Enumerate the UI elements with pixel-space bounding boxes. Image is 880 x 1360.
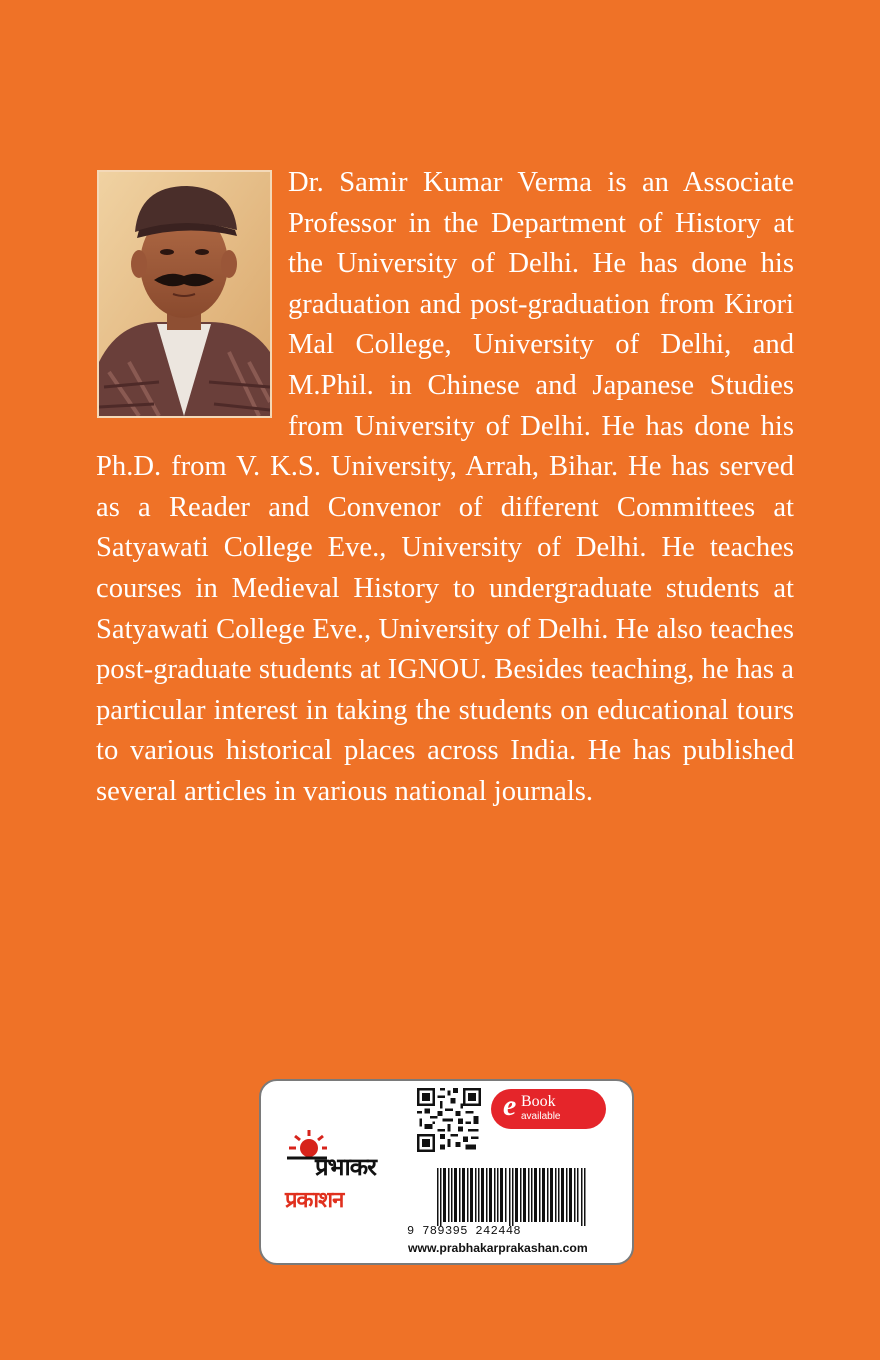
- ebook-label: Book: [521, 1093, 556, 1110]
- publisher-website: www.prabhakarprakashan.com: [408, 1241, 588, 1255]
- qr-code-icon: [417, 1088, 481, 1152]
- author-bio-text: Dr. Samir Kumar Verma is an Associate Professor in the Department of History at the University of Delhi. He has done his graduation and post-graduation from Kirori Mal College, University of Delhi, and M.Phil. in Chinese and Japanese Studies from University of Delhi. He has done his Ph.D. from V. K.S. University, Arrah, Bihar. He has served as a Reader and Convenor of different Committees at Satyawati College Eve., University of Delhi. He teaches courses in Medieval History to undergraduate students at Satyawati College Eve., University of Delhi. He also teaches post-graduate students at IGNOU. Besides teaching, he has a particular interest in taking the students on educational tours to various historical places across India. He has published several articles in various national journals.: [96, 167, 794, 807]
- author-bio: [96, 163, 794, 813]
- qr-code: [417, 1088, 481, 1152]
- ebook-available-text: available: [521, 1111, 561, 1122]
- photo-spacer: [96, 163, 288, 447]
- ebook-letter: e: [503, 1089, 517, 1122]
- logo-line-prakashan: प्रकाशन: [285, 1188, 344, 1213]
- isbn-number: 9 789395 242448: [407, 1224, 522, 1238]
- isbn-barcode: [437, 1168, 587, 1226]
- ebook-available-badge: [491, 1089, 606, 1129]
- barcode-icon: [437, 1168, 587, 1226]
- logo-line-prabhakar: प्रभाकर: [315, 1153, 376, 1181]
- publisher-logo: [285, 1128, 393, 1220]
